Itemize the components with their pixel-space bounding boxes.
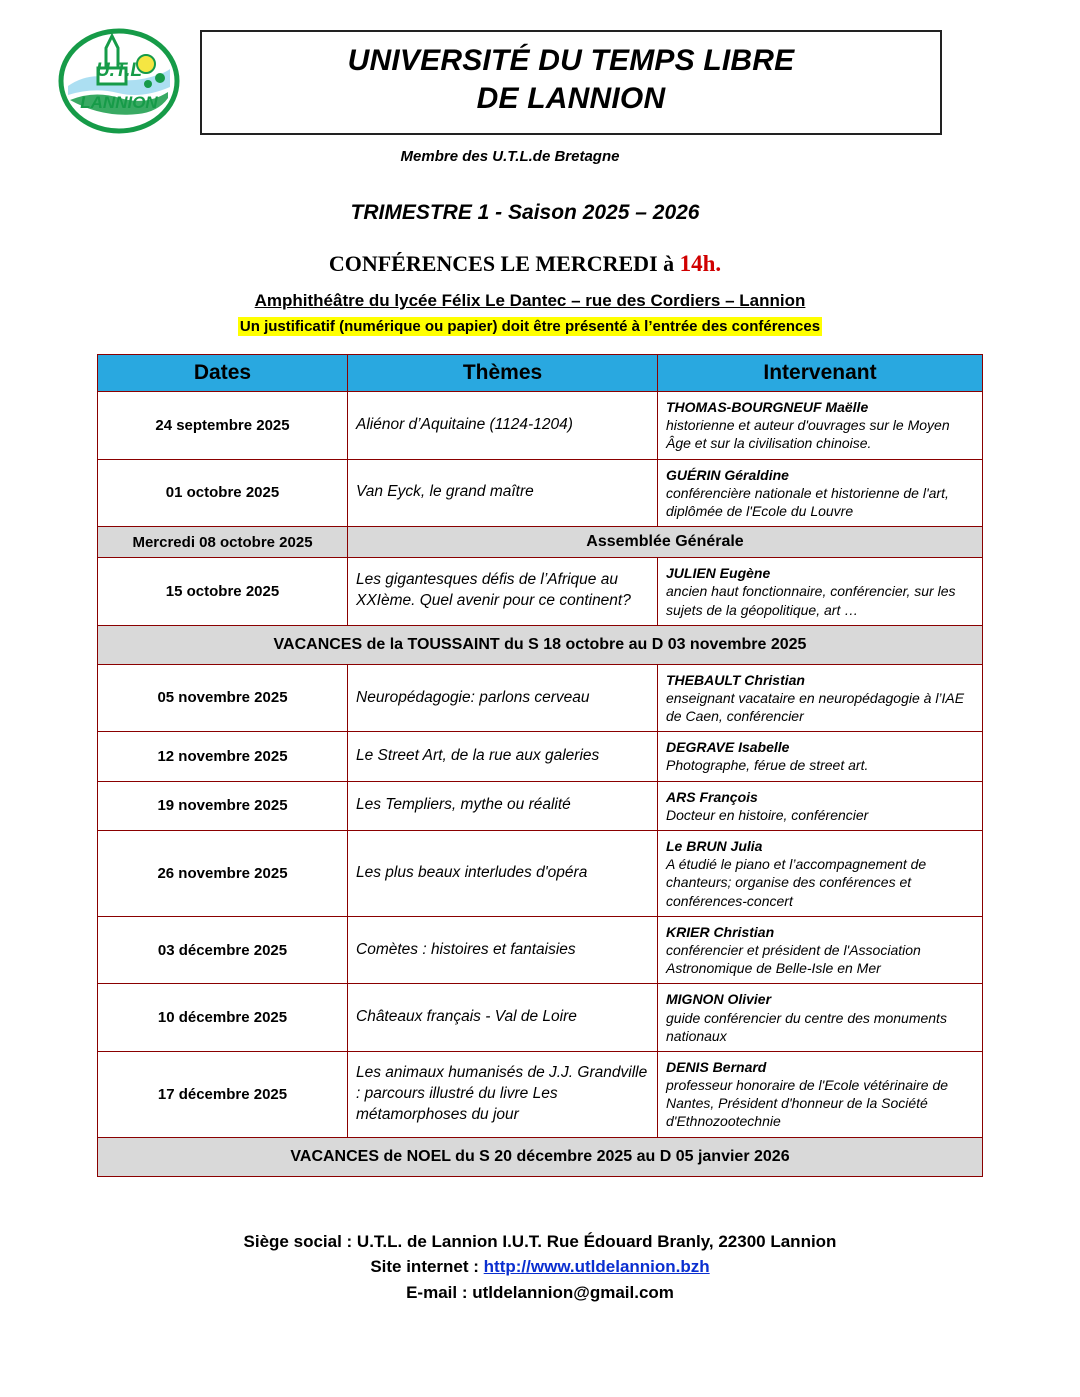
page-title-line2: DE LANNION: [476, 82, 666, 116]
table-row: [98, 392, 983, 460]
footer-site-label: Site internet :: [370, 1257, 484, 1277]
assembly-label: Assemblée Générale: [348, 527, 983, 558]
row-theme: Aliénor d’Aquitaine (1124-1204): [348, 392, 658, 460]
entry-notice: Un justificatif (numérique ou papier) doit être présenté à l’entrée des conférences: [239, 318, 821, 335]
table-row: [98, 664, 983, 732]
title-box: [200, 30, 942, 135]
page-title-line1: UNIVERSITÉ DU TEMPS LIBRE: [347, 44, 795, 77]
row-theme: Les Templiers, mythe ou réalité: [348, 781, 658, 830]
column-header-intervenant: Intervenant: [658, 355, 983, 392]
row-date: 19 novembre 2025: [98, 781, 348, 830]
row-speaker: [658, 558, 983, 626]
speaker-description: professeur honoraire de l'Ecole vétérinaire de Nantes, Président d'honneur de la Société d'Ethnozootechnie: [666, 1077, 949, 1130]
table-row: [98, 916, 983, 984]
venue-line: Amphithéâtre du lycée Félix Le Dantec – rue des Cordiers – Lannion: [254, 291, 806, 310]
conferences-hour: 14h.: [679, 251, 722, 276]
speaker-name: MIGNON Olivier: [666, 991, 772, 1008]
table-row: [98, 781, 983, 830]
row-theme: Comètes : histoires et fantaisies: [348, 916, 658, 984]
speaker-name: ARS François: [666, 788, 758, 805]
membership-line: Membre des U.T.L.de Bretagne: [400, 148, 620, 165]
row-speaker: [658, 1051, 983, 1137]
column-header-dates: Dates: [98, 355, 348, 392]
speaker-description: A étudié le piano et l’accompagnement de chanteurs; organise des conférences et conférences-concert: [666, 856, 927, 909]
speaker-name: KRIER Christian: [666, 923, 775, 940]
holiday-banner-label: VACANCES de la TOUSSAINT du S 18 octobre au D 03 novembre 2025: [98, 625, 983, 664]
speaker-name: DENIS Bernard: [666, 1058, 767, 1075]
table-row: [98, 984, 983, 1052]
speaker-description: ancien haut fonctionnaire, conférencier, sur les sujets de la géopolitique, art …: [666, 583, 956, 618]
speaker-description: conférencière nationale et historienne de l'art, diplômée de l'Ecole du Louvre: [666, 484, 949, 519]
conference-schedule-table: [97, 354, 983, 1177]
row-speaker: [658, 984, 983, 1052]
row-theme: Van Eyck, le grand maître: [348, 459, 658, 527]
row-theme: Les gigantesques défis de l’Afrique au XXIème. Quel avenir pour ce continent?: [348, 558, 658, 626]
trimester-line: TRIMESTRE 1 - Saison 2025 – 2026: [350, 201, 700, 224]
row-speaker: [658, 831, 983, 917]
holiday-banner-label: VACANCES de NOEL du S 20 décembre 2025 au D 05 janvier 2026: [98, 1137, 983, 1176]
conferences-line: [52, 251, 998, 277]
speaker-name: THEBAULT Christian: [666, 671, 805, 688]
notice-wrap: [52, 317, 1008, 336]
row-speaker: [658, 392, 983, 460]
speaker-description: guide conférencier du centre des monuments nationaux: [666, 1009, 947, 1044]
speaker-name: JULIEN Eugène: [666, 565, 771, 582]
speaker-name: Le BRUN Julia: [666, 838, 763, 854]
speaker-description: historienne et auteur d'ouvrages sur le Moyen Âge et sur la civilisation chinoise.: [666, 417, 950, 452]
speaker-description: enseignant vacataire en neuropédagogie à l’IAE de Caen, conférencier: [666, 689, 965, 725]
svg-text:LANNION: LANNION: [80, 93, 158, 112]
row-date: 05 novembre 2025: [98, 664, 348, 732]
utl-lannion-logo: [56, 26, 182, 136]
svg-text:U.T.L: U.T.L: [95, 60, 143, 81]
footer-site-line: [52, 1254, 1028, 1280]
row-date: 10 décembre 2025: [98, 984, 348, 1052]
row-date: 03 décembre 2025: [98, 916, 348, 984]
footer-email: E-mail : utldelannion@gmail.com: [406, 1282, 674, 1302]
table-row: [98, 831, 983, 917]
table-header-row: [98, 355, 983, 392]
speaker-name: THOMAS-BOURGNEUF Maëlle: [666, 399, 869, 415]
footer-address: Siège social : U.T.L. de Lannion I.U.T. Rue Édouard Branly, 22300 Lannion: [243, 1231, 837, 1251]
table-row: [98, 558, 983, 626]
row-date: 26 novembre 2025: [98, 831, 348, 917]
speaker-description: conférencier et président de l'Association Astronomique de Belle-Isle en Mer: [666, 941, 921, 977]
assembly-row: [98, 527, 983, 558]
row-theme: Les plus beaux interludes d'opéra: [348, 831, 658, 917]
speaker-description: Photographe, férue de street art.: [666, 757, 869, 774]
row-theme: Châteaux français - Val de Loire: [348, 984, 658, 1052]
document-header: [52, 18, 1028, 136]
document-footer: [52, 1229, 1028, 1306]
row-date: 15 octobre 2025: [98, 558, 348, 626]
website-link[interactable]: http://www.utldelannion.bzh: [483, 1257, 710, 1277]
table-row: [98, 732, 983, 781]
row-date: 12 novembre 2025: [98, 732, 348, 781]
row-speaker: [658, 664, 983, 732]
column-header-themes: Thèmes: [348, 355, 658, 392]
row-speaker: [658, 916, 983, 984]
table-row: [98, 459, 983, 527]
conferences-label: CONFÉRENCES LE MERCREDI à: [328, 251, 680, 276]
row-date: 17 décembre 2025: [98, 1051, 348, 1137]
speaker-description: Docteur en histoire, conférencier: [666, 806, 869, 823]
row-theme: Le Street Art, de la rue aux galeries: [348, 732, 658, 781]
row-speaker: [658, 781, 983, 830]
holiday-banner-row: [98, 1137, 983, 1176]
row-date: 01 octobre 2025: [98, 459, 348, 527]
holiday-banner-row: [98, 625, 983, 664]
row-date: Mercredi 08 octobre 2025: [98, 527, 348, 558]
row-theme: Les animaux humanisés de J.J. Grandville : parcours illustré du livre Les métamorphoses du jour: [348, 1051, 658, 1137]
row-theme: Neuropédagogie: parlons cerveau: [348, 664, 658, 732]
row-speaker: [658, 732, 983, 781]
speaker-name: GUÉRIN Géraldine: [666, 466, 789, 483]
table-row: [98, 1051, 983, 1137]
speaker-name: DEGRAVE Isabelle: [666, 739, 790, 756]
row-date: 24 septembre 2025: [98, 392, 348, 460]
row-speaker: [658, 459, 983, 527]
